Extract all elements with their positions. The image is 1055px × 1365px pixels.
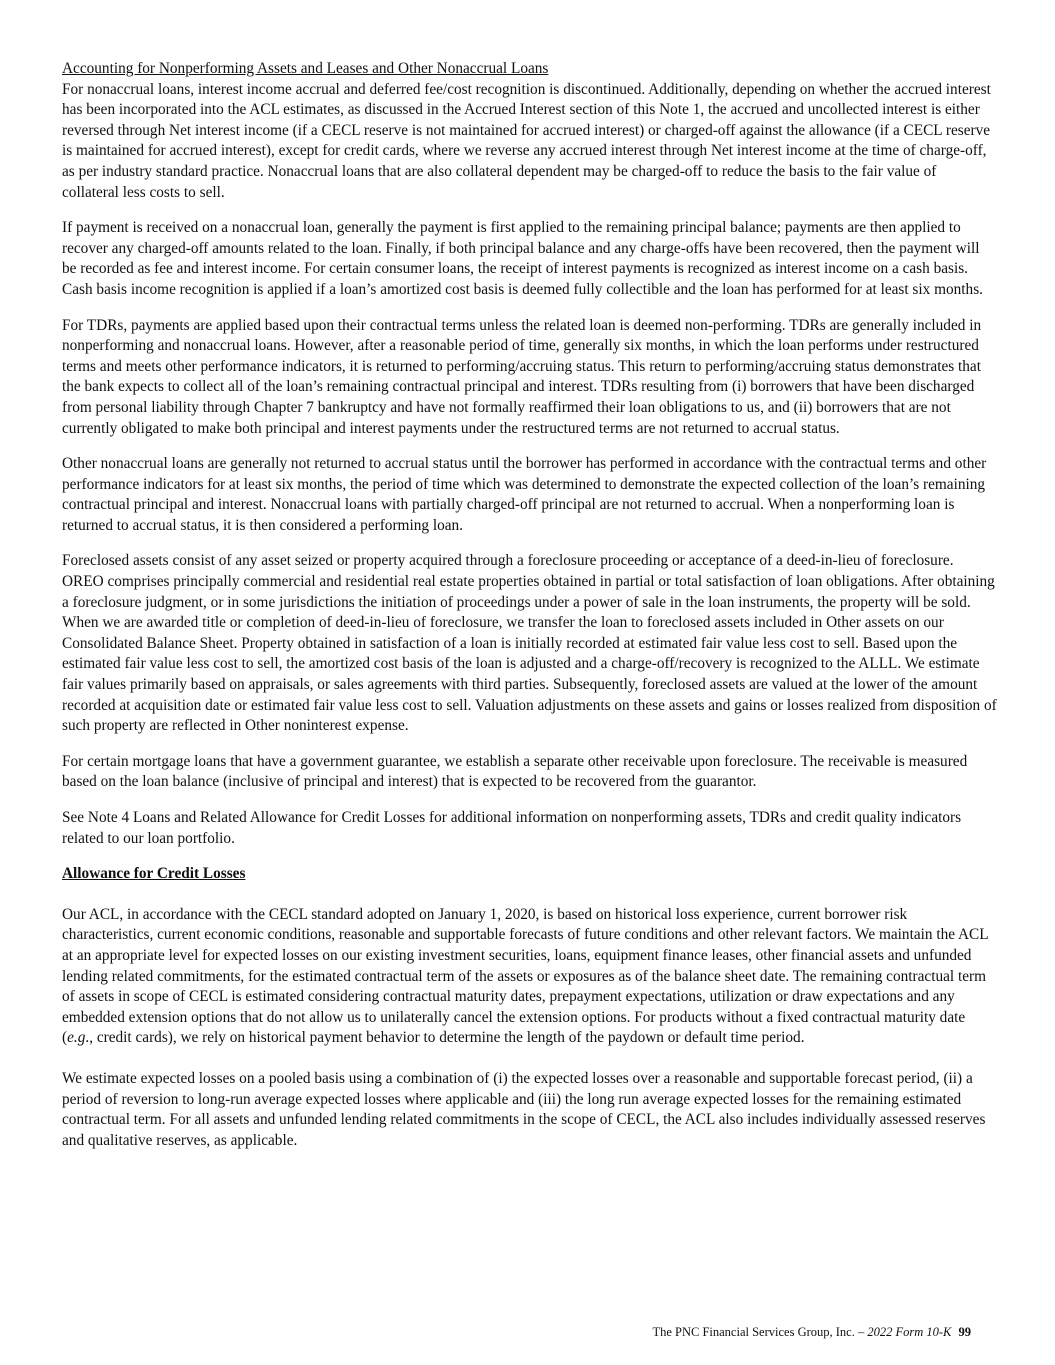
paragraph-acl-overview [62, 905, 997, 1049]
acl-overview-emphasis: e.g [67, 1029, 86, 1047]
paragraph-nonaccrual-loans: For nonaccrual loans, interest income accrual and deferred fee/cost recognition is discontinued. Additionally, depending on whether the accrued interest has been incorporated into the ACL estimates, as discussed in the Accrued Interest section of this Note 1, the accrued and uncollected interest is either reversed through Net interest income (if a CECL reserve is not maintained for accrued interest) or charged-off against the allowance (if a CECL reserve is maintained for accrued interest), except for credit cards, where we reverse any accrued interest through Net interest income at the time of charge-off, as per industry standard practice. Nonaccrual loans that are also collateral dependent may be charged-off to reduce the basis to the fair value of collateral less costs to sell. [62, 80, 991, 201]
footer-form: 2022 Form 10-K [867, 1325, 952, 1339]
acl-overview-text-a: Our ACL, in accordance with the CECL standard adopted on January 1, 2020, is based on historical loss experience, current borrower risk characteristics, current economic conditions, reasonable and supportable forecasts of future conditions and other relevant factors. We maintain the ACL at an appropriate level for expected losses on our existing investment securities, loans, equipment finance leases, other financial assets and unfunded lending related commitments, for the estimated contractual term of the assets or exposures as of the balance sheet date. The remaining contractual term of assets in scope of CECL is estimated considering contractual maturity dates, prepayment expectations, utilization or draw expectations and any embedded extension options that do not allow us to unilaterally cancel the extension options. For products without a fixed contractual maturity date ( [62, 905, 989, 1047]
acl-overview-text-b: ., credit cards), we rely on historical payment behavior to determine the length of the paydown or default time period. [85, 1029, 805, 1047]
paragraph-foreclosed-assets: Foreclosed assets consist of any asset seized or property acquired through a foreclosure proceeding or acceptance of a deed-in-lieu of foreclosure. OREO comprises principally commercial and residential real estate properties obtained in partial or total satisfaction of loan obligations. After obtaining a foreclosure judgment, or in some jurisdictions the initiation of proceedings under a power of sale in the loan instruments, the property will be sold. When we are awarded title or completion of deed-in-lieu of foreclosure, we transfer the loan to foreclosed assets included in Other assets on our Consolidated Balance Sheet. Property obtained in satisfaction of a loan is initially recorded at estimated fair value less cost to sell. Based upon the estimated fair value less cost to sell, the amortized cost basis of the loan is adjusted and a charge-off/recovery is recognized to the ALLL. We estimate fair values primarily based on appraisals, or sales agreements with third parties. Subsequently, foreclosed assets are valued at the lower of the amount recorded at acquisition date or estimated fair value less cost to sell. Valuation adjustments on these assets and gains or losses realized from disposition of such property are reflected in Other noninterest expense. [62, 552, 997, 735]
paragraph-government-guarantee: For certain mortgage loans that have a government guarantee, we establish a separate other receivable upon foreclosure. The receivable is measured based on the loan balance (inclusive of principal and interest) that is expected to be recovered from the guarantor. [62, 752, 968, 791]
section-title-allowance-credit-losses: Allowance for Credit Losses [62, 865, 246, 883]
paragraph-payment-received: If payment is received on a nonaccrual loan, generally the payment is first applied to the remaining principal balance; payments are then applied to recover any charged-off amounts related to the loan. Finally, if both principal balance and any charge-offs have been recovered, then the payment will be recorded as fee and interest income. For certain consumer loans, the receipt of interest payments is recognized as interest income on a cash basis. Cash basis income recognition is applied if a loan’s amortized cost basis is deemed fully collectible and the loan has performed for at least six months. [62, 219, 983, 298]
section-title-nonperforming-assets: Accounting for Nonperforming Assets and Leases and Other Nonaccrual Loans [62, 60, 549, 77]
paragraph-see-note-4: See Note 4 Loans and Related Allowance for Credit Losses for additional information on nonperforming assets, TDRs and credit quality indicators related to our loan portfolio. [62, 809, 962, 847]
paragraph-tdrs: For TDRs, payments are applied based upon their contractual terms unless the related loan is deemed non-performing. TDRs are generally included in nonperforming and nonaccrual loans. However, after a reasonable period of time, generally six months, in which the loan performs under restructured terms and meets other performance indicators, it is returned to performing/accruing status. This return to performing/accruing status demonstrates that the bank expects to collect all of the loan’s remaining contractual principal and interest. TDRs resulting from (i) borrowers that have been discharged from personal liability through Chapter 7 bankruptcy and have not formally reaffirmed their loan obligations to us, and (ii) borrowers that are not currently obligated to make both principal and interest payments under the restructured terms are not returned to accrual status. [62, 316, 982, 437]
document-page [62, 59, 997, 1151]
footer-company: The PNC Financial Services Group, Inc. – [652, 1325, 865, 1339]
paragraph-pooled-basis: We estimate expected losses on a pooled basis using a combination of (i) the expected losses over a reasonable and supportable forecast period, (ii) a period of reversion to long-run average expected losses where applicable and (iii) the long run average expected losses for the remaining estimated contractual term. For all assets and unfunded lending related commitments in the scope of CECL, the ACL also includes individually assessed reserves and qualitative reserves, as applicable. [62, 1069, 986, 1149]
footer-page-number: 99 [958, 1325, 971, 1339]
paragraph-other-nonaccrual: Other nonaccrual loans are generally not returned to accrual status until the borrower has performed in accordance with the contractual terms and other performance indicators for at least six months, the period of time which was determined to demonstrate the expected collection of the loan’s remaining contractual principal and interest. Nonaccrual loans with partially charged-off principal are not returned to accrual. When a nonperforming loan is returned to accrual status, it is then considered a performing loan. [62, 455, 987, 534]
page-footer [652, 1325, 971, 1340]
